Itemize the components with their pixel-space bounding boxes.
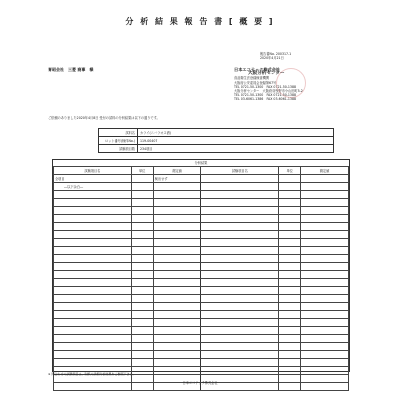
empty-cell <box>201 263 279 271</box>
empty-cell <box>131 223 153 231</box>
empty-cell <box>153 295 201 303</box>
sample-value: 234項目 <box>138 145 334 153</box>
empty-cell <box>131 247 153 255</box>
empty-cell <box>279 311 301 319</box>
empty-cell <box>131 351 153 359</box>
empty-cell <box>131 255 153 263</box>
empty-cell <box>131 327 153 335</box>
empty-cell <box>153 207 201 215</box>
empty-cell <box>153 343 201 351</box>
empty-cell <box>279 255 301 263</box>
issuer-line: TEL 03-6061-1386 FAX 03-6061-1388 <box>234 97 297 102</box>
empty-cell <box>279 231 301 239</box>
empty-cell <box>301 311 349 319</box>
empty-cell <box>131 335 153 343</box>
empty-row <box>54 247 349 255</box>
results-section <box>52 159 350 372</box>
empty-cell <box>201 279 279 287</box>
empty-cell <box>201 191 279 199</box>
empty-cell <box>279 343 301 351</box>
empty-cell <box>201 207 279 215</box>
empty-cell <box>301 247 349 255</box>
column-header: 試験項目名 <box>201 167 279 175</box>
empty-cell <box>131 343 153 351</box>
page-title: 分 析 結 果 報 告 書 [ 概 要 ] <box>125 17 275 26</box>
report-document <box>48 16 352 386</box>
empty-cell <box>201 271 279 279</box>
empty-cell <box>54 343 132 351</box>
empty-cell <box>201 287 279 295</box>
empty-cell <box>301 223 349 231</box>
empty-cell <box>301 287 349 295</box>
empty-cell <box>279 303 301 311</box>
empty-cell <box>301 263 349 271</box>
column-header: 単位 <box>279 167 301 175</box>
empty-cell <box>131 303 153 311</box>
empty-cell <box>153 231 201 239</box>
empty-cell <box>279 207 301 215</box>
empty-cell <box>279 335 301 343</box>
result-cell <box>131 183 153 191</box>
company-seal <box>276 68 306 98</box>
empty-cell <box>153 215 201 223</box>
table-row <box>54 183 349 191</box>
empty-cell <box>153 359 201 367</box>
empty-cell <box>54 319 132 327</box>
result-cell: 全項目 <box>54 175 132 183</box>
empty-cell <box>54 311 132 319</box>
empty-cell <box>301 207 349 215</box>
empty-cell <box>131 359 153 367</box>
table-row <box>99 129 334 137</box>
empty-cell <box>153 279 201 287</box>
empty-cell <box>153 263 201 271</box>
sample-label: 試験項目数 <box>99 145 138 153</box>
empty-row <box>54 231 349 239</box>
empty-cell <box>131 311 153 319</box>
empty-row <box>54 303 349 311</box>
empty-cell <box>201 351 279 359</box>
empty-cell <box>54 271 132 279</box>
empty-cell <box>279 223 301 231</box>
empty-cell <box>54 207 132 215</box>
empty-cell <box>54 279 132 287</box>
empty-cell <box>301 271 349 279</box>
empty-cell <box>301 215 349 223</box>
empty-cell <box>279 287 301 295</box>
empty-row <box>54 327 349 335</box>
empty-cell <box>54 327 132 335</box>
issuer-block <box>234 68 352 102</box>
empty-row <box>54 239 349 247</box>
empty-cell <box>131 279 153 287</box>
empty-row <box>54 255 349 263</box>
empty-cell <box>201 215 279 223</box>
table-row <box>99 137 334 145</box>
empty-cell <box>54 231 132 239</box>
empty-cell <box>153 367 201 375</box>
table-row <box>54 175 349 183</box>
empty-row <box>54 343 349 351</box>
empty-cell <box>153 247 201 255</box>
empty-cell <box>279 215 301 223</box>
empty-cell <box>54 239 132 247</box>
empty-cell <box>153 191 201 199</box>
empty-cell <box>201 327 279 335</box>
empty-cell <box>131 271 153 279</box>
empty-row <box>54 215 349 223</box>
issuer-line: 大阪分析センター 大阪府羽曳野市小山田町5-2 <box>234 89 303 94</box>
empty-cell <box>301 367 349 375</box>
empty-cell <box>201 223 279 231</box>
results-heading: 分析結果 <box>53 160 349 167</box>
empty-cell <box>54 247 132 255</box>
report-number: 報告書No. 200317-1 <box>260 52 292 56</box>
empty-cell <box>54 295 132 303</box>
empty-cell <box>131 263 153 271</box>
empty-cell <box>54 303 132 311</box>
empty-row <box>54 335 349 343</box>
empty-cell <box>153 351 201 359</box>
empty-cell <box>201 311 279 319</box>
sample-value: カライ(ニバラオス酒) <box>138 129 334 137</box>
empty-cell <box>153 311 201 319</box>
empty-cell <box>131 191 153 199</box>
report-meta <box>260 52 291 61</box>
issuer-line: TEL 0721-50-1300 FAX 0721-50-1388 <box>234 84 297 89</box>
empty-cell <box>131 319 153 327</box>
empty-row <box>54 295 349 303</box>
empty-cell <box>301 239 349 247</box>
empty-cell <box>54 351 132 359</box>
empty-cell <box>279 327 301 335</box>
empty-cell <box>201 231 279 239</box>
empty-cell <box>301 351 349 359</box>
issuer-line: TEL 0721-50-1300 FAX 0721-50-1388 <box>234 93 297 98</box>
empty-row <box>54 287 349 295</box>
recipient: 育昭会社 三菱 商事 様 <box>48 67 94 72</box>
empty-cell <box>54 359 132 367</box>
empty-row <box>54 351 349 359</box>
column-header: 測定値 <box>301 167 349 175</box>
results-table <box>53 166 349 391</box>
empty-cell <box>301 343 349 351</box>
empty-cell <box>279 359 301 367</box>
empty-cell <box>301 255 349 263</box>
column-header: 試験項目名 <box>54 167 132 175</box>
empty-cell <box>153 303 201 311</box>
empty-cell <box>279 247 301 255</box>
result-cell <box>279 183 301 191</box>
empty-cell <box>279 351 301 359</box>
result-cell: ―以下余白― <box>54 183 132 191</box>
empty-cell <box>301 359 349 367</box>
result-cell <box>301 183 349 191</box>
empty-cell <box>54 199 132 207</box>
empty-cell <box>54 215 132 223</box>
empty-row <box>54 279 349 287</box>
empty-cell <box>201 247 279 255</box>
intro-text: ご依頼のありました2020年4月8日 受付の試料の分析結果は以下の通りです。 <box>48 116 160 120</box>
issuer-line: 大阪府公安委員会登録第67号 <box>234 80 277 85</box>
table-row <box>99 145 334 153</box>
footer-note: ※ 問合わせの試験項目は、別紙の詳細分析結果をご参照下さい。 <box>48 372 136 376</box>
empty-cell <box>301 295 349 303</box>
result-cell <box>301 175 349 183</box>
sample-value: 119-00407 <box>138 137 334 145</box>
sample-label: 試料名 <box>99 129 138 137</box>
empty-cell <box>131 215 153 223</box>
result-cell <box>131 175 153 183</box>
column-header: 単位 <box>131 167 153 175</box>
empty-cell <box>201 255 279 263</box>
empty-cell <box>301 231 349 239</box>
empty-cell <box>54 287 132 295</box>
empty-cell <box>153 271 201 279</box>
empty-row <box>54 191 349 199</box>
empty-cell <box>153 239 201 247</box>
empty-cell <box>279 239 301 247</box>
footer-company: 日本エコテック株式会社 <box>182 381 218 385</box>
report-date: 2020年4月21日 <box>260 56 284 61</box>
empty-cell <box>301 191 349 199</box>
sample-label: ロット番号(検体No.) <box>99 137 138 145</box>
result-cell: 検出せず <box>153 175 201 183</box>
empty-row <box>54 311 349 319</box>
empty-cell <box>301 327 349 335</box>
empty-cell <box>301 199 349 207</box>
result-cell <box>201 183 279 191</box>
empty-cell <box>54 223 132 231</box>
empty-cell <box>279 295 301 303</box>
empty-row <box>54 319 349 327</box>
empty-cell <box>153 223 201 231</box>
empty-cell <box>201 335 279 343</box>
empty-cell <box>279 199 301 207</box>
empty-row <box>54 359 349 367</box>
column-header: 測定値 <box>153 167 201 175</box>
empty-cell <box>279 191 301 199</box>
issuer-name: 日本エコテック株式会社 <box>234 67 281 72</box>
empty-cell <box>153 335 201 343</box>
result-cell <box>279 175 301 183</box>
empty-cell <box>131 231 153 239</box>
empty-row <box>54 263 349 271</box>
empty-cell <box>131 239 153 247</box>
empty-cell <box>153 287 201 295</box>
empty-cell <box>201 199 279 207</box>
empty-cell <box>54 335 132 343</box>
empty-row <box>54 207 349 215</box>
empty-row <box>54 199 349 207</box>
empty-cell <box>301 279 349 287</box>
empty-cell <box>279 271 301 279</box>
empty-cell <box>301 303 349 311</box>
empty-cell <box>279 279 301 287</box>
empty-cell <box>54 263 132 271</box>
empty-cell <box>201 295 279 303</box>
result-cell <box>201 175 279 183</box>
empty-cell <box>54 255 132 263</box>
empty-cell <box>153 319 201 327</box>
issuer-lab: 大阪分析センター <box>248 71 285 77</box>
empty-cell <box>201 343 279 351</box>
result-cell <box>153 183 201 191</box>
empty-cell <box>131 287 153 295</box>
empty-cell <box>153 327 201 335</box>
empty-cell <box>54 191 132 199</box>
empty-row <box>54 271 349 279</box>
empty-cell <box>201 319 279 327</box>
issuer-line: 食品衛生法登録検査機関 <box>234 76 270 81</box>
empty-row <box>54 223 349 231</box>
empty-cell <box>301 319 349 327</box>
empty-cell <box>201 239 279 247</box>
empty-cell <box>131 199 153 207</box>
empty-cell <box>201 367 279 375</box>
empty-cell <box>201 359 279 367</box>
empty-cell <box>279 367 301 375</box>
empty-cell <box>153 255 201 263</box>
empty-cell <box>153 199 201 207</box>
empty-cell <box>131 295 153 303</box>
sample-info-table <box>98 128 334 153</box>
empty-cell <box>301 335 349 343</box>
empty-cell <box>279 263 301 271</box>
empty-cell <box>201 303 279 311</box>
table-header-row <box>54 167 349 175</box>
empty-cell <box>279 319 301 327</box>
empty-cell <box>131 207 153 215</box>
